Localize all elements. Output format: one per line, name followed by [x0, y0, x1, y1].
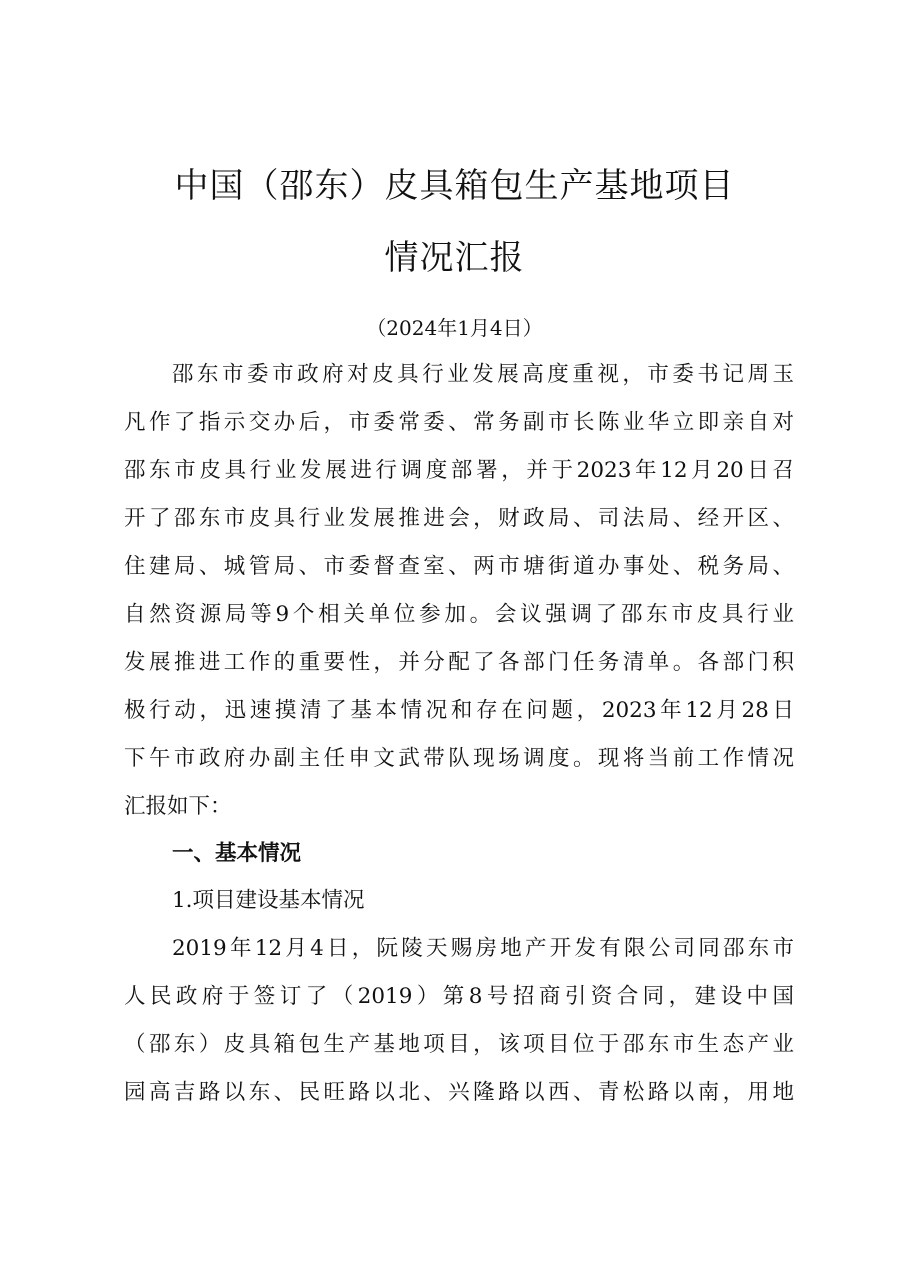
- intro-line: 开了邵东市皮具行业发展推进会，财政局、司法局、经开区、: [124, 506, 794, 531]
- document-title-line-2: 情况汇报: [384, 238, 525, 278]
- section-body-line: 园高吉路以东、民旺路以北、兴隆路以西、青松路以南，用地: [124, 1080, 794, 1105]
- intro-line: 发展推进工作的重要性，并分配了各部门任务清单。各部门积: [124, 650, 794, 675]
- intro-line: 住建局、城管局、市委督查室、两市塘街道办事处、税务局、: [124, 554, 794, 579]
- intro-line: 邵东市委市政府对皮具行业发展高度重视，市委书记周玉: [172, 362, 794, 387]
- intro-line: 自然资源局等9个相关单位参加。会议强调了邵东市皮具行业: [124, 602, 794, 627]
- section-body-line: 人民政府于签订了（2019）第8号招商引资合同，建设中国: [124, 984, 794, 1009]
- document-date: （2024年1月4日）: [366, 316, 543, 340]
- intro-line: 凡作了指示交办后，市委常委、常务副市长陈业华立即亲自对: [124, 410, 794, 435]
- subsection-heading: 1.项目建设基本情况: [172, 888, 365, 913]
- intro-line: 汇报如下：: [124, 794, 232, 819]
- document-title-line-1: 中国（邵东）皮具箱包生产基地项目: [174, 166, 735, 206]
- section-heading: 一、基本情况: [172, 841, 302, 866]
- intro-line: 下午市政府办副主任申文武带队现场调度。现将当前工作情况: [124, 746, 794, 771]
- section-body-line: 2019年12月4日，阮陵天赐房地产开发有限公司同邵东市: [172, 936, 794, 961]
- intro-line: 极行动，迅速摸清了基本情况和存在问题，2023年12月28日: [124, 698, 794, 723]
- intro-line: 邵东市皮具行业发展进行调度部署，并于2023年12月20日召: [124, 458, 794, 483]
- section-body-line: （邵东）皮具箱包生产基地项目，该项目位于邵东市生态产业: [124, 1032, 794, 1057]
